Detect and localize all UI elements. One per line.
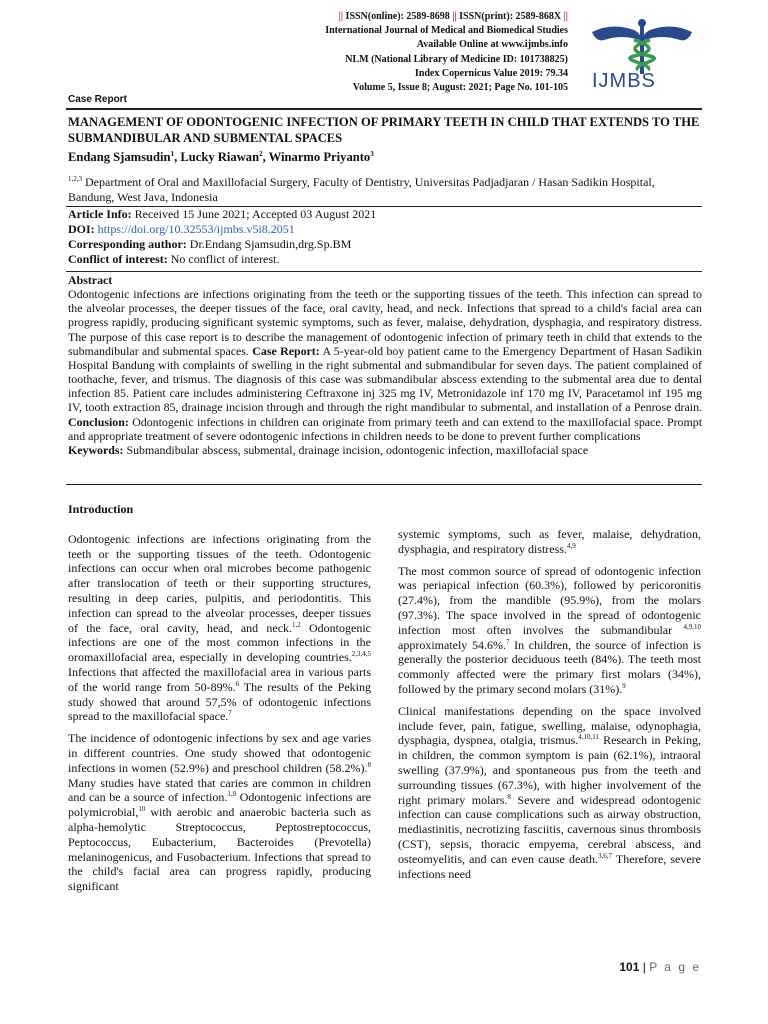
paragraph [398,704,701,882]
copernicus-value: Index Copernicus Value 2019: 79.34 [414,67,568,79]
citation: 1,2 [292,620,301,629]
text: Odontogenic infections are polymicrobial, [68,790,371,820]
issn-separator: || [452,11,457,22]
case-report-label: Case Report: [252,343,320,358]
keywords-line [68,443,702,457]
text: In children, the source of infection is generally the posterior deciduous teeth (84%). The teeth most commonly affected were the primary first molars (34%), followed by the primary second molars (31%). [398,637,701,696]
text: approximately 54.6%. [398,637,506,652]
text: The most common source of spread of odontogenic infection was periapical infection (60.3%), followed by pericoronitis (27.4%), from the mandible (95.9%), from the molars (97.3%). The space involved in the spread of odontogenic infection most often involves the submandibular [398,563,701,637]
text: Research in Peking, in children, the common symptom is pain (62.1%), intraoral swelling (37.9%), and spontaneous pus from the teeth and surrounding tissues (67.3%), with higher involvement of the right primary molars. [398,733,701,807]
nlm-id: NLM (National Library of Medicine ID: 101738825) [345,53,568,65]
journal-logo-text: IJMBS [592,70,656,92]
affiliation-text: Department of Oral and Maxillofacial Surgery, Faculty of Dentistry, Universitas Padjadjaran / Hasan Sadikin Hospital, Bandung, West Java, Indonesia [68,175,655,204]
doi-label: DOI: [68,222,95,236]
text: The results of the Peking study showed that around 57,5% of odontogenic infections spread to the maxillofacial space. [68,679,372,724]
affiliation [68,175,702,205]
abstract-divider-bottom [66,484,702,485]
author-sup: 2 [259,149,263,158]
conflict-label: Conflict of interest: [68,252,168,266]
citation: 1,9 [227,790,237,799]
affiliation-sup: 1,2,3 [68,175,82,183]
abstract-text: Odontogenic infections are infections originating from the teeth or the supporting tissues of the teeth. This infection can spread to the alveolar processes, the deeper tissues of the face, oral cavity, head, and neck. Infections that spread to a child's facial area can progress rapidly, producing significant systemic symptoms, such as fever, malaise, dehydration, dysphagia, and respiratory distress. The purpose of this case report is to describe the management of odontogenic infection of primary teeth in child that extends to the submandibular and submental spaces. [68,287,702,358]
citation: 7 [505,637,510,646]
text: Many studies have stated that caries are common in children and can be a source of infection. [68,775,371,805]
conflict-text: No conflict of interest. [170,252,280,266]
paragraph [68,532,371,724]
citation: 9 [622,681,626,690]
abstract-body [68,287,702,443]
journal-name: International Journal of Medical and Biomedical Studies [325,25,568,37]
text: Severe and widespread odontogenic infection can cause complications such as airway obstruction, mediastinitis, necrotizing fasciitis, cavernous sinus thrombosis (CST), sepsis, thoracic empyema, cerebral abscess, and osteomyelitis, and can even cause death. [398,792,701,866]
paragraph [398,564,701,697]
corresponding-author-label: Corresponding author: [68,237,187,251]
text: with aerobic and anaerobic bacteria such as alpha-hemolytic Streptococcus, Peptostreptococcus, Peptococcus, Eubacterium, Bacteroides (Prevotella) melaninogenicus, and Fusobacterium. Infections that spread to the child's facial area can progress rapidly, producing significant [68,805,371,894]
citation: 4,9 [566,541,576,550]
author-name: Winarmo Priyanto [268,150,371,164]
text: Infections that affected the maxillofacial area in various parts of the world range from 50-89%. [68,664,371,694]
author-name: Lucky Riawan [180,150,260,164]
issn-online: ISSN(online): 2589-8698 [345,11,450,22]
author-list: Endang Sjamsudin$^1$, Lucky Riawan$^2$, Winarmo Priyanto$^3$ [68,149,374,164]
page-footer [619,960,701,974]
paragraph [398,527,701,557]
abstract [68,273,702,457]
section-heading: Introduction [68,502,134,516]
body-column-right [398,527,701,888]
citation: 4,9,10 [683,622,701,631]
issn-separator: || [563,11,568,22]
keywords-label: Keywords: [68,442,124,457]
abstract-divider-top [66,271,702,272]
citation: 3,6,7 [597,851,612,860]
citation: 4,10,11 [578,733,600,742]
paragraph [68,731,371,894]
citation: 10 [138,805,146,814]
header-divider [66,108,702,110]
footer-separator: | [642,960,646,974]
citation: 2,3,4,5 [351,650,371,659]
issn-separator: || [338,11,344,22]
text: systemic symptoms, such as fever, malaise, dehydration, dysphagia, and respiratory distress. [398,527,701,556]
text: The incidence of odontogenic infections by sex and age varies in different countries. One study showed that odontogenic infections in women (52.9%) and preschool children (58.2%). [68,731,371,775]
journal-header [88,10,568,95]
citation: 8 [507,792,511,801]
page-number: 101 [619,960,640,974]
citation: 7 [228,709,232,718]
volume-info: Volume 5, Issue 8; August: 2021; Page No. 101-105 [352,82,568,94]
doi-link[interactable]: https://doi.org/10.32553/ijmbs.v5i8.2051 [97,222,295,236]
citation: 6 [235,679,240,688]
text: Odontogenic infections are one of the most common infections in the oromaxillofacial area, especially in developing countries. [68,620,371,665]
author-sup: 1 [170,149,175,158]
conclusion-label: Conclusion: [68,414,129,429]
author-name: Endang Sjamsudin [68,150,171,164]
author-sup: 3 [370,149,374,158]
corresponding-author: Dr.Endang Sjamsudin,drg.Sp.BM [189,237,352,251]
article-type-label: Case Report [68,94,127,105]
abstract-heading: Abstract [68,273,113,287]
text: Therefore, severe infections need [398,851,701,881]
article-info-block [68,207,702,267]
citation: 8 [367,760,371,769]
article-info-label: Article Info: [68,207,132,221]
abstract-text: A 5-year-old boy patient came to the Emergency Department of Hasan Sadikin Hospital Bandung with complaints of swelling in the right submental and submandibular for seven days. The patient complained of toothache, fever, and trismus. The diagnosis of this case was submandibular abscess extending to the submental area due to dental infection 85. Patient care includes administering Ceftraxone inj 325 mg IV, Metronidazole inf 170 mg IV, Paracetamol inf 195 mg IV, tooth extraction 85, drainage incision through and through the right mandibular to submental, and installation of a Penrose drain. [68,343,702,415]
issn-line [88,10,568,24]
text: Odontogenic infections are infections originating from the teeth or the supporting tissues of the teeth. Odontogenic infections can occur when oral microbes become pathogenic after translocation of teeth or their supporting structures, resulting in deep caries, pulpitis, and periodontitis. This infection can spread to the alveolar processes, deeper tissues of the face, oral cavity, head, and neck. [68,531,371,635]
article-dates: Received 15 June 2021; Accepted 03 August 2021 [134,207,377,221]
body-column-left [68,502,371,901]
keywords: Submandibular abscess, submental, drainage incision, odontogenic infection, maxillofacial space [126,442,589,457]
page-word: P a g e [649,960,701,974]
abstract-text: Odontogenic infections in children can originate from primary teeth and can extend to the maxillofacial space. Prompt and appropriate treatment of severe odontogenic infections in children needs to be done to prevent further complications [68,414,702,443]
text: Clinical manifestations depending on the space involved include fever, pain, fatigue, swelling, malaise, odynophagia, dysphagia, dyspnea, otalgia, trismus. [398,703,701,748]
article-title: MANAGEMENT OF ODONTOGENIC INFECTION OF PRIMARY TEETH IN CHILD THAT EXTENDS TO THE SUBMANDIBULAR AND SUBMENTAL SPACES [68,115,700,145]
issn-print: ISSN(print): 2589-868X [459,11,562,22]
journal-availability[interactable]: Available Online at www.ijmbs.info [416,39,568,51]
